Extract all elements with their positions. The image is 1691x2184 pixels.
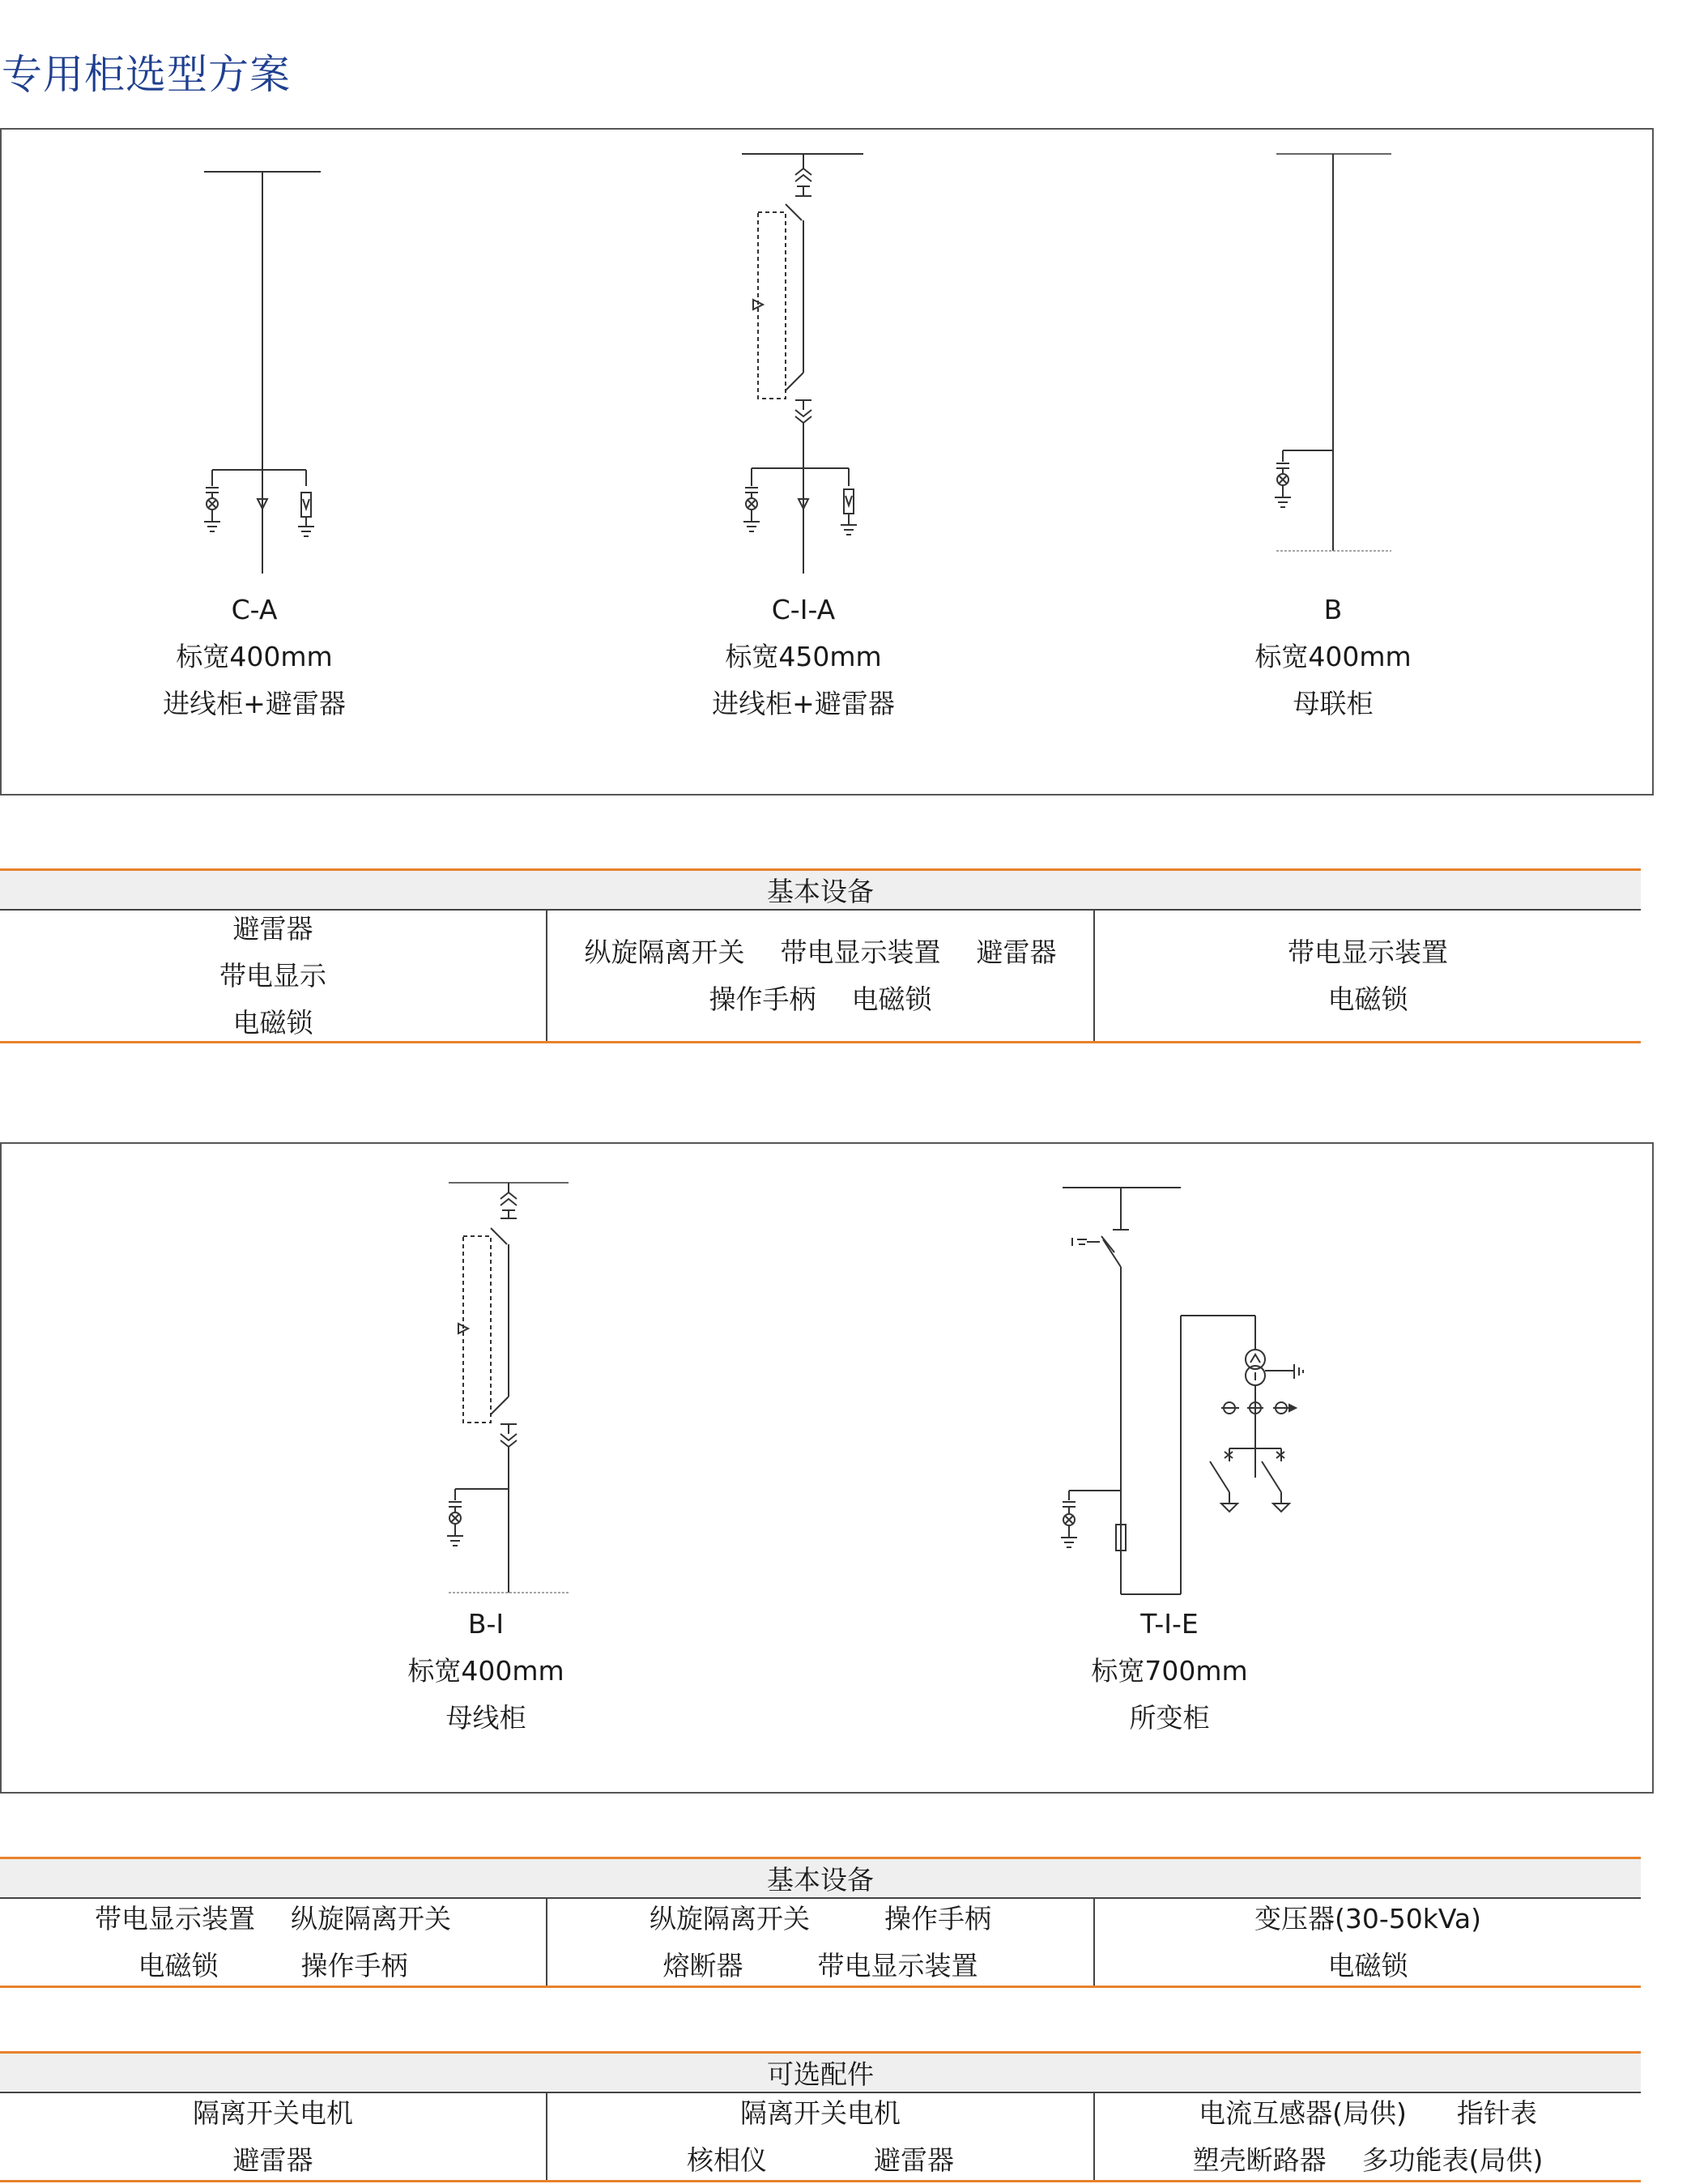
diagram-b-i [447, 1183, 569, 1593]
cabinet-width: 标宽400mm [407, 1655, 564, 1687]
cell-line [0, 953, 546, 1000]
accessory-item: 指针表 [1456, 2097, 1537, 2129]
cell-line [0, 1896, 546, 1943]
cabinet-code: C-A [231, 594, 278, 625]
cabinet-code: C-I-A [771, 594, 836, 625]
equipment-item: 操作手柄 [300, 1949, 408, 1981]
cabinet-name: 进线柜+避雷器 [163, 688, 346, 719]
cabinet-code: B-I [467, 1608, 505, 1640]
live-indicator-icon [204, 488, 220, 531]
diagram-c-i-a [742, 154, 863, 574]
table-cell [1095, 2093, 1641, 2180]
cabinet-b [1171, 587, 1495, 727]
accessory-item: 多功能表(局供) [1361, 2143, 1544, 2176]
equipment-item: 带电显示装置 [780, 936, 941, 968]
cell-line [547, 2137, 1093, 2184]
cabinet-width: 标宽400mm [1254, 641, 1412, 672]
cell-line [547, 1943, 1093, 1990]
equipment-item: 带电显示 [219, 959, 326, 992]
cabinet-code: B [1323, 594, 1343, 625]
cabinet-c-i-a [641, 587, 965, 727]
basic-equipment-table-1 [0, 868, 1641, 1043]
cell-line [547, 929, 1093, 976]
cabinet-width: 标宽700mm [1091, 1655, 1248, 1687]
transformer-icon [1246, 1350, 1265, 1385]
cell-line [1095, 2090, 1641, 2137]
accessory-item: 隔离开关电机 [740, 2097, 901, 2129]
equipment-item: 带电显示装置 [817, 1949, 978, 1981]
equipment-item: 电磁锁 [851, 983, 932, 1015]
table-cell [547, 1899, 1095, 1986]
equipment-item: 纵旋隔离开关 [584, 936, 745, 968]
accessory-item: 隔离开关电机 [193, 2097, 353, 2129]
accessory-item: 塑壳断路器 [1192, 2143, 1327, 2176]
equipment-item: 避雷器 [232, 912, 313, 945]
cabinet-name: 进线柜+避雷器 [712, 688, 895, 719]
table-cell [0, 911, 547, 1041]
accessory-item: 避雷器 [874, 2143, 954, 2176]
table-header: 基本设备 [0, 1857, 1641, 1899]
table-cell [1095, 1899, 1641, 1986]
surge-arrester-icon [298, 493, 314, 536]
equipment-item: 纵旋隔离开关 [650, 1902, 810, 1934]
cabinet-width: 标宽400mm [176, 641, 333, 672]
cabinet-code: T-I-E [1140, 1608, 1199, 1640]
cabinet-name: 母联柜 [1293, 688, 1374, 719]
diagram-c-a [204, 172, 321, 574]
optional-accessories-table [0, 2051, 1641, 2182]
cell-line [0, 2090, 546, 2137]
cell-line [547, 2090, 1093, 2137]
equipment-item: 电磁锁 [138, 1949, 219, 1981]
equipment-item: 熔断器 [662, 1949, 743, 1981]
cabinet-c-a [92, 587, 416, 727]
cabinet-width: 标宽450mm [725, 641, 882, 672]
table-cell [1095, 911, 1641, 1041]
equipment-item: 电磁锁 [1327, 983, 1408, 1015]
live-indicator-icon [447, 1502, 463, 1546]
cell-line [1095, 976, 1641, 1023]
cell-line [1095, 1896, 1641, 1943]
cabinet-name: 母线柜 [445, 1702, 526, 1734]
equipment-item: 带电显示装置 [95, 1902, 255, 1934]
table-cell [0, 2093, 547, 2180]
cabinet-b-i [324, 1601, 648, 1742]
equipment-item: 纵旋隔离开关 [291, 1902, 451, 1934]
cell-line [547, 976, 1093, 1023]
page-title: 专用柜选型方案 [2, 51, 291, 98]
cell-line [1095, 929, 1641, 976]
accessory-item: 避雷器 [232, 2143, 313, 2176]
accessory-item: 电流互感器(局供) [1199, 2097, 1407, 2129]
table-cell [0, 1899, 547, 1986]
cell-line [1095, 2137, 1641, 2184]
equipment-item: 避雷器 [976, 936, 1057, 968]
equipment-item: 电磁锁 [1327, 1949, 1408, 1981]
table-header: 基本设备 [0, 868, 1641, 911]
cell-line [1095, 1943, 1641, 1990]
diagram-panel-1 [0, 128, 1654, 796]
basic-equipment-table-2 [0, 1857, 1641, 1988]
diagram-t-i-e [1061, 1188, 1303, 1594]
equipment-item: 电磁锁 [232, 1006, 313, 1039]
cell-line [0, 1000, 546, 1047]
equipment-item: 变压器(30-50kVa) [1254, 1902, 1481, 1934]
accessory-item: 核相仪 [687, 2143, 767, 2176]
diagram-panel-2 [0, 1142, 1654, 1794]
equipment-item: 带电显示装置 [1288, 936, 1448, 968]
table-header: 可选配件 [0, 2051, 1641, 2093]
table-cell [547, 2093, 1095, 2180]
live-indicator-icon [1275, 463, 1291, 507]
live-indicator-icon [743, 488, 760, 531]
cell-line [0, 1943, 546, 1990]
table-cell [547, 911, 1095, 1041]
live-indicator-icon [1061, 1502, 1077, 1547]
cell-line [547, 1896, 1093, 1943]
cell-line [0, 2137, 546, 2184]
equipment-item: 操作手柄 [709, 983, 816, 1015]
single-line-diagrams-2 [2, 1144, 1655, 1795]
cell-line [0, 906, 546, 953]
diagram-b [1275, 154, 1391, 551]
cabinet-t-i-e [1007, 1601, 1331, 1742]
surge-arrester-icon [841, 489, 857, 535]
cabinet-name: 所变柜 [1129, 1702, 1210, 1734]
equipment-item: 操作手柄 [884, 1902, 991, 1934]
